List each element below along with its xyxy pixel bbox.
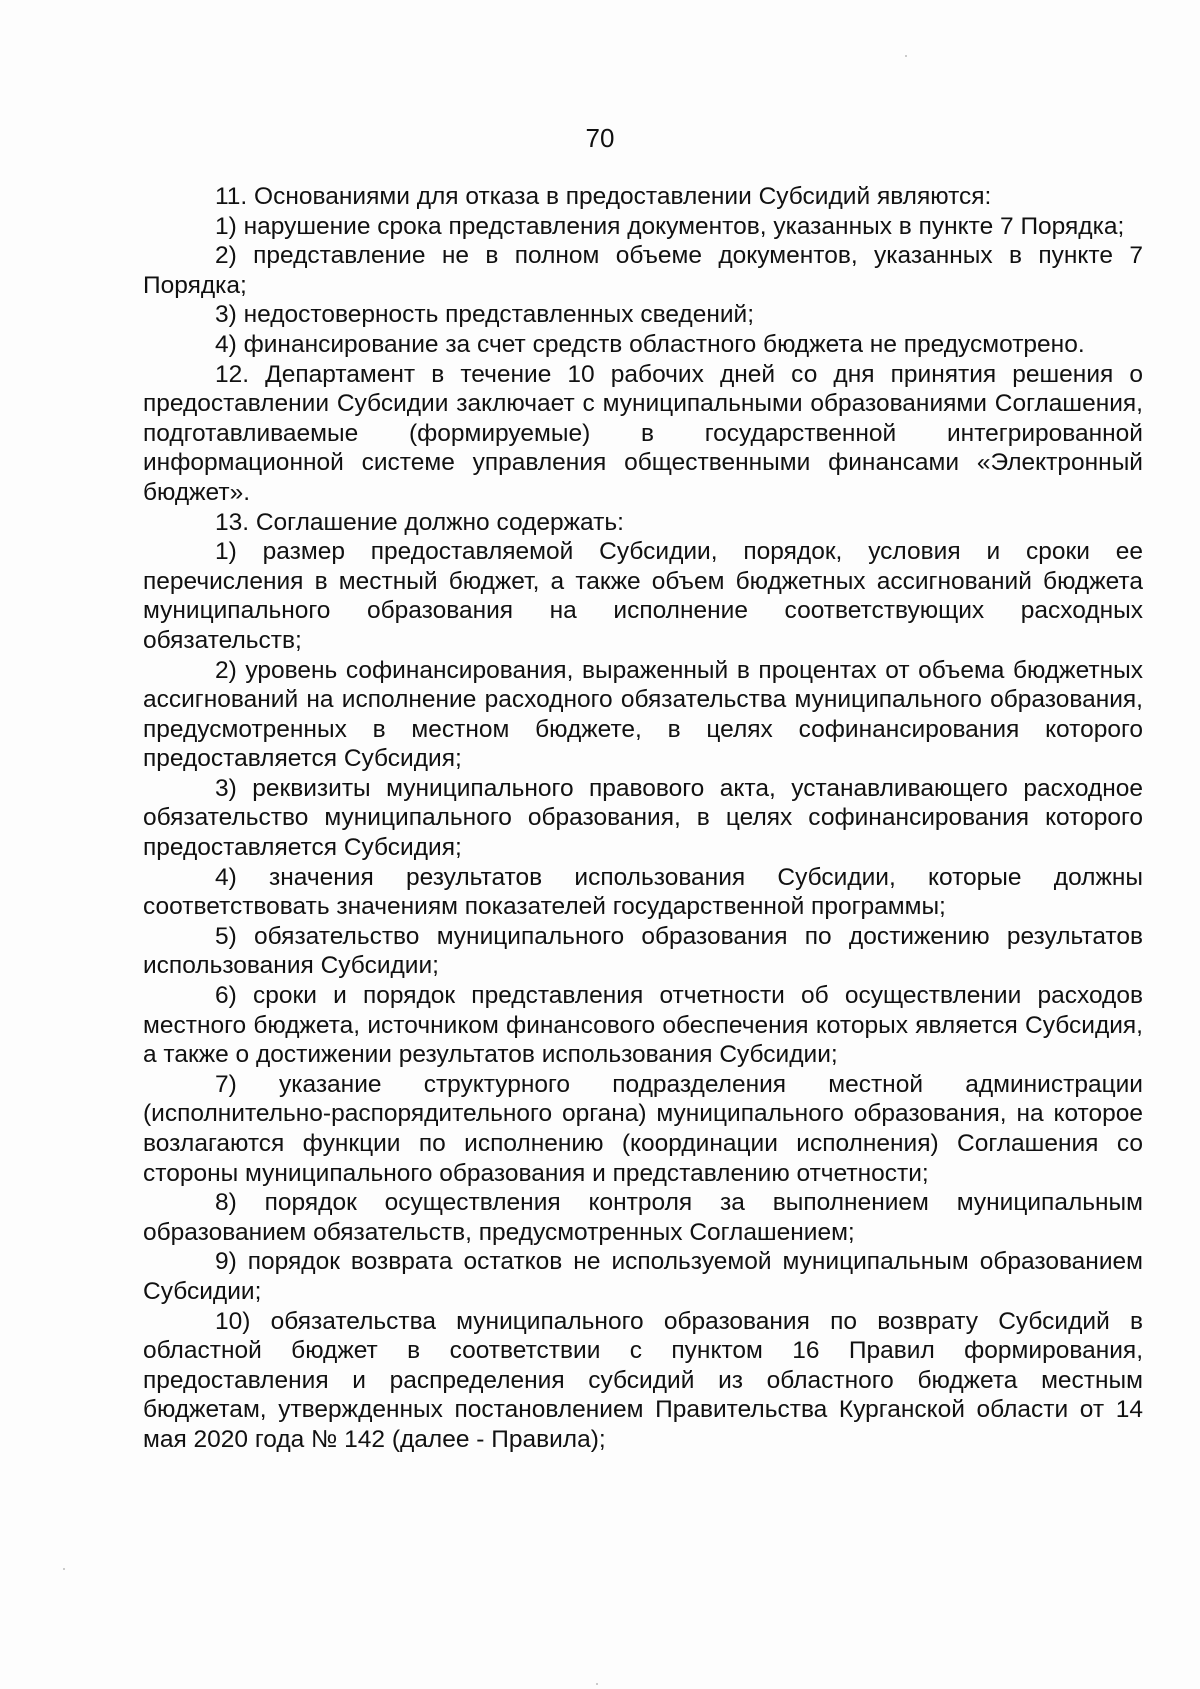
document-body (143, 182, 1143, 1455)
paragraph: 9) порядок возврата остатков не используемой муниципальным образованием Субсидии; (143, 1248, 1143, 1305)
paragraph: 2) уровень софинансирования, выраженный в процентах от объема бюджетных ассигнований на исполнение расходного обязательства муниципального образования, предусмотренных в местном бюджете, в целях софинансирования которого предоставляется Субсидия; (143, 656, 1143, 773)
page-number: 70 (585, 123, 615, 153)
paragraph: 10) обязательства муниципального образования по возврату Субсидий в областной бюджет в соответствии с пунктом 16 Правил формирования, предоставления и распределения субсидий из областного бюджета местным бюджетам, утвержденных постановлением Правительства Курганской области от 14 мая 2020 года № 142 (далее - Правила); (143, 1307, 1143, 1453)
paragraph: 3) реквизиты муниципального правового акта, устанавливающего расходное обязательство муниципального образования, в целях софинансирования которого предоставляется Субсидия; (143, 774, 1143, 862)
paragraph: 4) финансирование за счет средств областного бюджета не предусмотрено. (215, 330, 1085, 358)
paragraph: 1) нарушение срока представления документов, указанных в пункте 7 Порядка; (215, 212, 1125, 240)
paragraph: 6) сроки и порядок представления отчетности об осуществлении расходов местного бюджета, источником финансового обеспечения которых является Субсидия, а также о достижении результатов использования Субсидии; (143, 982, 1143, 1069)
paragraph: 2) представление не в полном объеме документов, указанных в пункте 7 Порядка; (143, 242, 1143, 299)
paragraph: 8) порядок осуществления контроля за выполнением муниципальным образованием обязательств, предусмотренных Соглашением; (143, 1189, 1143, 1246)
scan-speck (596, 1683, 598, 1685)
paragraph: 1) размер предоставляемой Субсидии, порядок, условия и сроки ее перечисления в местный бюджет, а также объем бюджетных ассигнований бюджета муниципального образования на исполнение соответствующих расходных обязательств; (143, 538, 1143, 654)
paragraph: 12. Департамент в течение 10 рабочих дней со дня принятия решения о предоставлении Субсидии заключает с муниципальными образованиями Соглашения, подготавливаемые (формируемые) в государственной интегрированной информационной системе управления общественными финансами «Электронный бюджет». (143, 360, 1143, 506)
paragraph: 3) недостоверность представленных сведений; (215, 301, 755, 329)
paragraph: 13. Соглашение должно содержать: (215, 508, 624, 536)
paragraph: 4) значения результатов использования Субсидии, которые должны соответствовать значениям показателей государственной программы; (143, 863, 1143, 921)
paragraph: 11. Основаниями для отказа в предоставлении Субсидий являются: (215, 183, 992, 210)
paragraph: 5) обязательство муниципального образования по достижению результатов использования Субсидии; (143, 922, 1143, 980)
scan-speck (905, 55, 907, 57)
scan-speck (63, 1568, 65, 1570)
paragraph: 7) указание структурного подразделения местной администрации (исполнительно-распорядительного органа) муниципального образования, на которое возлагаются функции по исполнению (координации исполнения) Соглашения со стороны муниципального образования и представлению отчетности; (143, 1070, 1143, 1187)
